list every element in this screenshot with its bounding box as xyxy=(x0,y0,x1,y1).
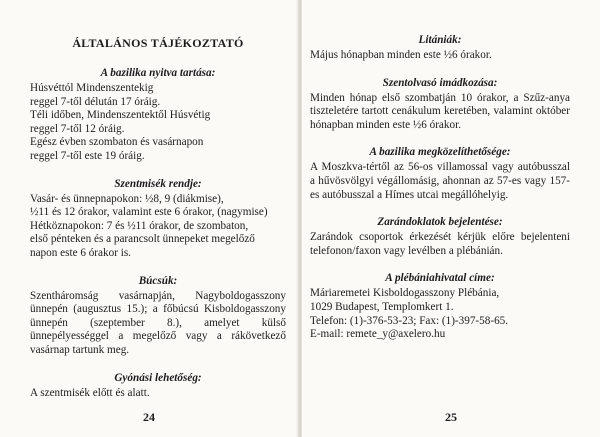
opening-line: Egész évben szombaton és vasárnapon xyxy=(30,136,204,149)
office-line: Telefon: (1)-376-53-23; Fax: (1)-397-58-65. xyxy=(310,314,509,327)
confession-text: A szentmisék előtt és alatt. xyxy=(30,386,150,399)
page-number-right: 25 xyxy=(445,410,457,424)
mass-line: Vasár- és ünnepnapokon: ½8, 9 (diákmise), xyxy=(30,192,224,205)
mass-line: napon este 6 órakor is. xyxy=(30,246,131,259)
page-number-left: 24 xyxy=(143,410,155,424)
rosary-text: Minden hónap első szombatján 10 órakor, a Szűz-anya tiszteletére tartott cenákulum keretében, valamint október hónapban minden este ½6 órakor. xyxy=(310,91,570,131)
opening-line: Téli időben, Mindenszentektől Húsvétig xyxy=(30,109,211,122)
feasts-text: Szentháromság vasárnapján, Nagyboldogasszony ünnepén (augusztus 15.); a főbúcsú Kisboldogasszony ünnepén (szeptember 8.), amelyet külső ünnepélyességgel a megelőző vagy a rákövetkező vasárnap tartunk meg. xyxy=(30,289,286,356)
page-title: ÁLTALÁNOS TÁJÉKOZTATÓ xyxy=(72,36,244,50)
opening-line: reggel 7-től 12 óráig. xyxy=(30,122,125,135)
office-line: Máriaremetei Kisboldogasszony Plébánia, xyxy=(310,287,500,300)
pilgrimage-heading: Zarándoklatok bejelentése: xyxy=(377,216,503,229)
pilgrimage-text: Zarándok csoportok érkezését kérjük előre bejelenteni telefonon/faxon vagy levélben a plébánián. xyxy=(310,231,570,257)
mass-schedule-heading: Szentmisék rendje: xyxy=(114,177,202,190)
litanies-text: Május hónapban minden este ½6 órakor. xyxy=(310,49,492,61)
opening-line: reggel 7-től délután 17 óráig. xyxy=(30,95,161,108)
left-page xyxy=(0,0,298,437)
mass-line: ½11 és 12 órakor, valamint este 6 órakor, (nagymise) xyxy=(30,206,268,219)
parish-office-heading: A plébániahivatal címe: xyxy=(385,272,495,285)
mass-line: Hétköznapokon: 7 és ½11 órakor, de szombaton, xyxy=(30,219,249,232)
office-line: 1029 Budapest, Templomkert 1. xyxy=(310,300,454,313)
access-text: A Moszkva-tértől az 56-os villamossal vagy autóbusszal a hűvösvölgyi végállomásig, ahonnan az 57-es vagy 157-es autóbusszal a Hímes utcai megállóhelyig. xyxy=(310,161,570,201)
office-email: E-mail: remete_y@axelero.hu xyxy=(310,328,446,341)
opening-line: Húsvéttól Mindenszentekig xyxy=(30,82,154,94)
opening-hours-heading: A bazilika nyitva tartása: xyxy=(100,67,216,79)
litanies-heading: Litániák: xyxy=(418,34,462,46)
access-heading: A bazilika megközelíthetősége: xyxy=(369,146,511,159)
feasts-heading: Búcsúk: xyxy=(138,274,178,287)
confession-heading: Gyónási lehetőség: xyxy=(114,371,202,384)
right-page xyxy=(302,0,600,437)
rosary-heading: Szentolvasó imádkozása: xyxy=(382,76,498,89)
mass-line: első pénteken és a parancsolt ünnepeket megelőző xyxy=(30,233,255,246)
opening-line: reggel 7-től este 19 óráig. xyxy=(30,149,145,162)
